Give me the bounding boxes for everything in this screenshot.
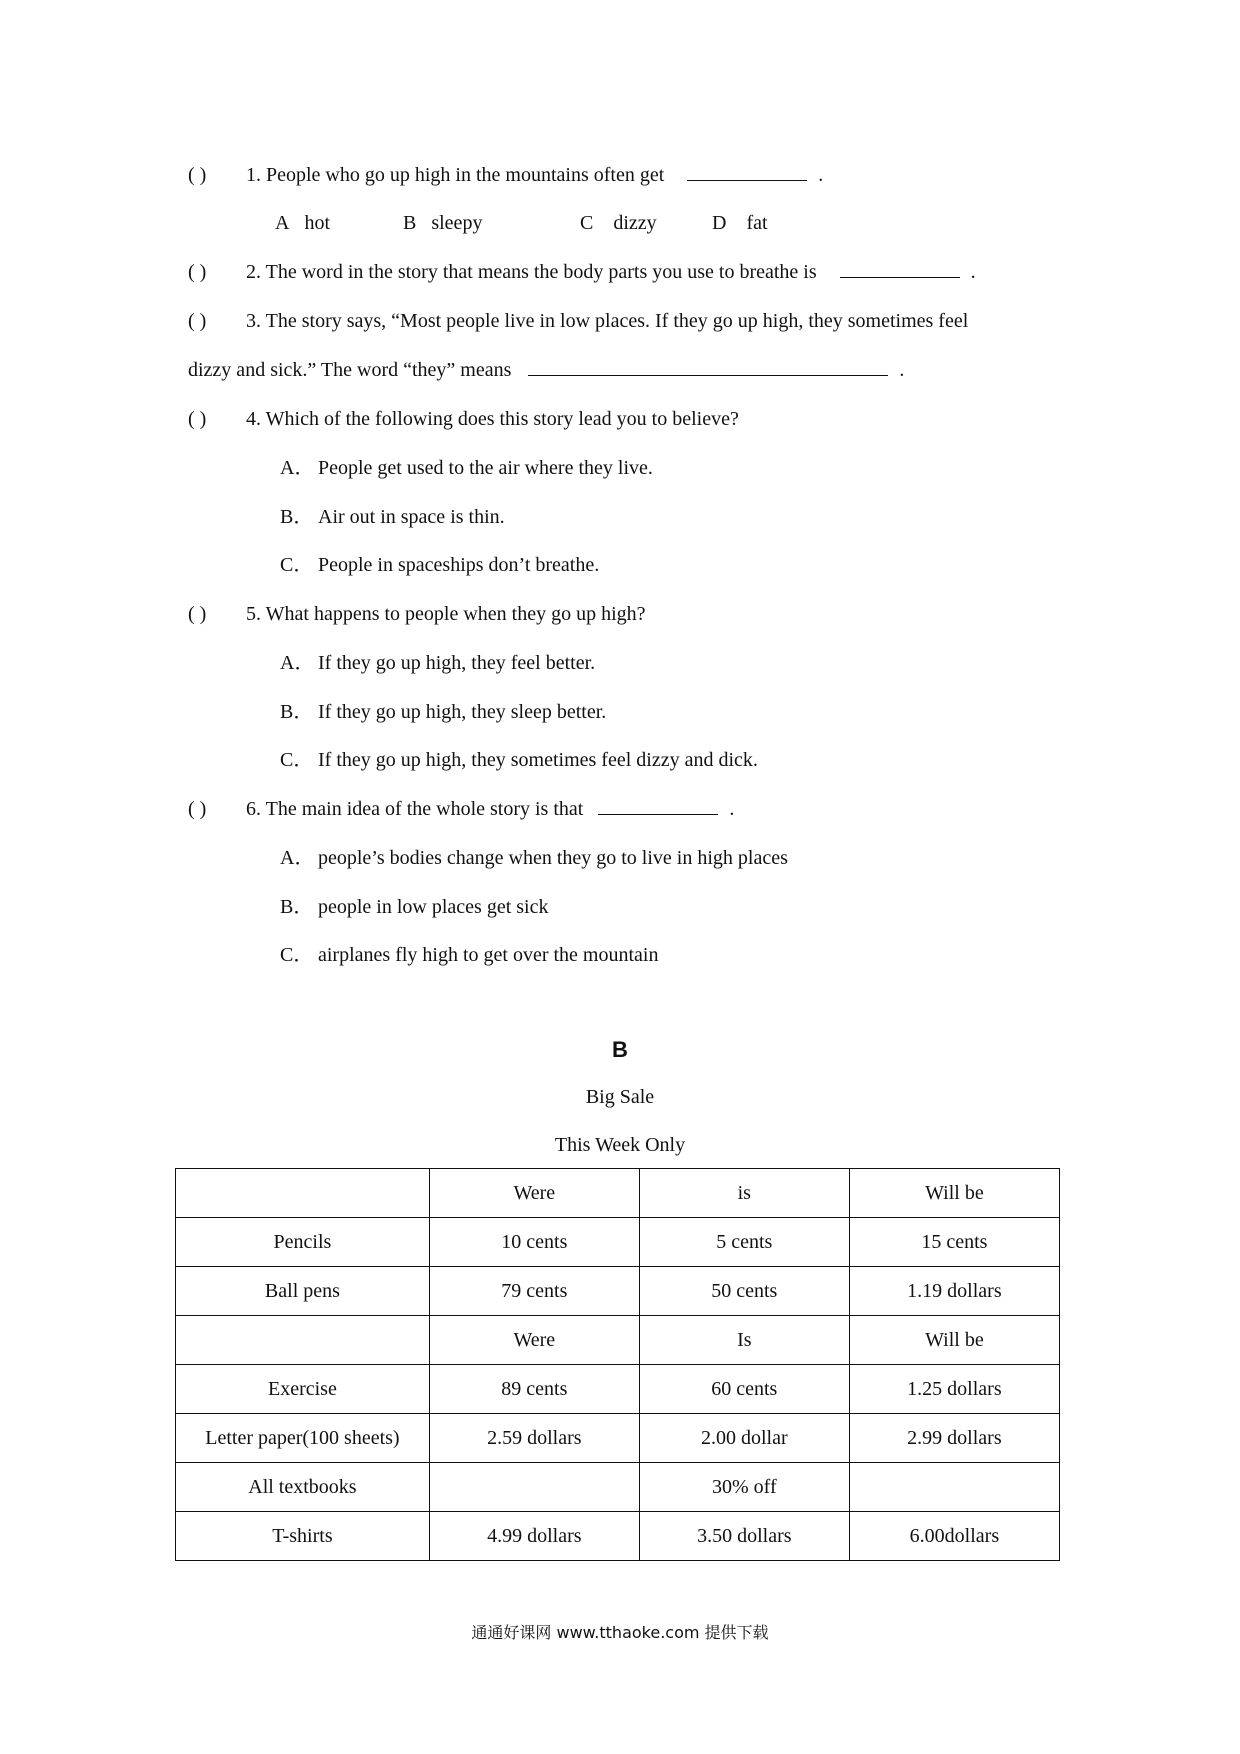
price-cell: is xyxy=(639,1169,849,1218)
table-row xyxy=(176,1169,1060,1218)
question-text: 4. Which of the following does this story lead you to believe? xyxy=(246,408,739,430)
price-cell xyxy=(849,1463,1059,1512)
price-table-body xyxy=(176,1169,1060,1561)
answer-parentheses: ( ) xyxy=(188,408,207,430)
item-cell: Pencils xyxy=(176,1218,430,1267)
question-text: 2. The word in the story that means the body parts you use to breathe is xyxy=(246,261,817,283)
price-cell: Will be xyxy=(849,1316,1059,1365)
item-cell: Letter paper(100 sheets) xyxy=(176,1414,430,1463)
price-cell: 1.25 dollars xyxy=(849,1365,1059,1414)
q4-option-b: B． Air out in space is thin. xyxy=(280,506,505,528)
price-cell: Is xyxy=(639,1316,849,1365)
section-label: B xyxy=(612,1037,628,1062)
q6-option-c: C． airplanes fly high to get over the mountain xyxy=(280,944,659,966)
price-cell: 30% off xyxy=(639,1463,849,1512)
answer-blank xyxy=(687,162,807,181)
price-cell: Were xyxy=(429,1169,639,1218)
price-cell xyxy=(429,1463,639,1512)
sentence-end: . xyxy=(899,359,905,381)
answer-parentheses: ( ) xyxy=(188,798,207,820)
q4-option-a: A． People get used to the air where they live. xyxy=(280,457,653,479)
question-text-continued: dizzy and sick.” The word “they” means xyxy=(188,359,512,381)
item-cell: T-shirts xyxy=(176,1512,430,1561)
price-cell: 50 cents xyxy=(639,1267,849,1316)
item-cell: Exercise xyxy=(176,1365,430,1414)
price-cell: 3.50 dollars xyxy=(639,1512,849,1561)
item-cell xyxy=(176,1316,430,1365)
question-text: 1. People who go up high in the mountains often get xyxy=(246,164,665,186)
table-row xyxy=(176,1267,1060,1316)
question-text: 3. The story says, “Most people live in low places. If they go up high, they sometimes feel xyxy=(246,310,969,332)
price-table xyxy=(175,1168,1060,1561)
answer-parentheses: ( ) xyxy=(188,603,207,625)
sentence-end: . xyxy=(818,164,824,186)
q5-option-a: A． If they go up high, they feel better. xyxy=(280,652,596,674)
price-cell: Will be xyxy=(849,1169,1059,1218)
price-cell: 2.59 dollars xyxy=(429,1414,639,1463)
choice-a: A hot xyxy=(275,212,331,234)
item-cell xyxy=(176,1169,430,1218)
price-cell: 2.00 dollar xyxy=(639,1414,849,1463)
price-cell: Were xyxy=(429,1316,639,1365)
table-row xyxy=(176,1463,1060,1512)
price-cell: 15 cents xyxy=(849,1218,1059,1267)
price-cell: 6.00dollars xyxy=(849,1512,1059,1561)
answer-parentheses: ( ) xyxy=(188,310,207,332)
table-row xyxy=(176,1512,1060,1561)
price-cell: 10 cents xyxy=(429,1218,639,1267)
answer-blank xyxy=(528,357,888,376)
choice-c: C dizzy xyxy=(580,212,657,234)
sale-title: Big Sale xyxy=(585,1086,655,1108)
choice-b: B sleepy xyxy=(403,212,483,234)
q6-option-a: A． people’s bodies change when they go to live in high places xyxy=(280,847,788,869)
item-cell: All textbooks xyxy=(176,1463,430,1512)
price-cell: 89 cents xyxy=(429,1365,639,1414)
sale-subtitle: This Week Only xyxy=(554,1134,686,1156)
q5-option-c: C． If they go up high, they sometimes feel dizzy and dick. xyxy=(280,749,758,771)
q6-option-b: B． people in low places get sick xyxy=(280,896,549,918)
table-row xyxy=(176,1365,1060,1414)
price-cell: 79 cents xyxy=(429,1267,639,1316)
sentence-end: . xyxy=(729,798,735,820)
answer-blank xyxy=(598,796,718,815)
answer-parentheses: ( ) xyxy=(188,261,207,283)
question-text: 6. The main idea of the whole story is that xyxy=(246,798,584,820)
q5-option-b: B． If they go up high, they sleep better. xyxy=(280,701,607,723)
choice-d: D fat xyxy=(712,212,768,234)
table-row xyxy=(176,1316,1060,1365)
question-text: 5. What happens to people when they go up high? xyxy=(246,603,646,625)
footer-watermark: 通通好课网 www.tthaoke.com 提供下载 xyxy=(471,1623,769,1642)
price-cell: 4.99 dollars xyxy=(429,1512,639,1561)
item-cell: Ball pens xyxy=(176,1267,430,1316)
table-row xyxy=(176,1218,1060,1267)
q4-option-c: C． People in spaceships don’t breathe. xyxy=(280,554,600,576)
price-cell: 2.99 dollars xyxy=(849,1414,1059,1463)
price-cell: 5 cents xyxy=(639,1218,849,1267)
answer-blank xyxy=(840,259,960,278)
price-cell: 1.19 dollars xyxy=(849,1267,1059,1316)
sentence-end: . xyxy=(970,261,976,283)
answer-parentheses: ( ) xyxy=(188,164,207,186)
price-cell: 60 cents xyxy=(639,1365,849,1414)
table-row xyxy=(176,1414,1060,1463)
